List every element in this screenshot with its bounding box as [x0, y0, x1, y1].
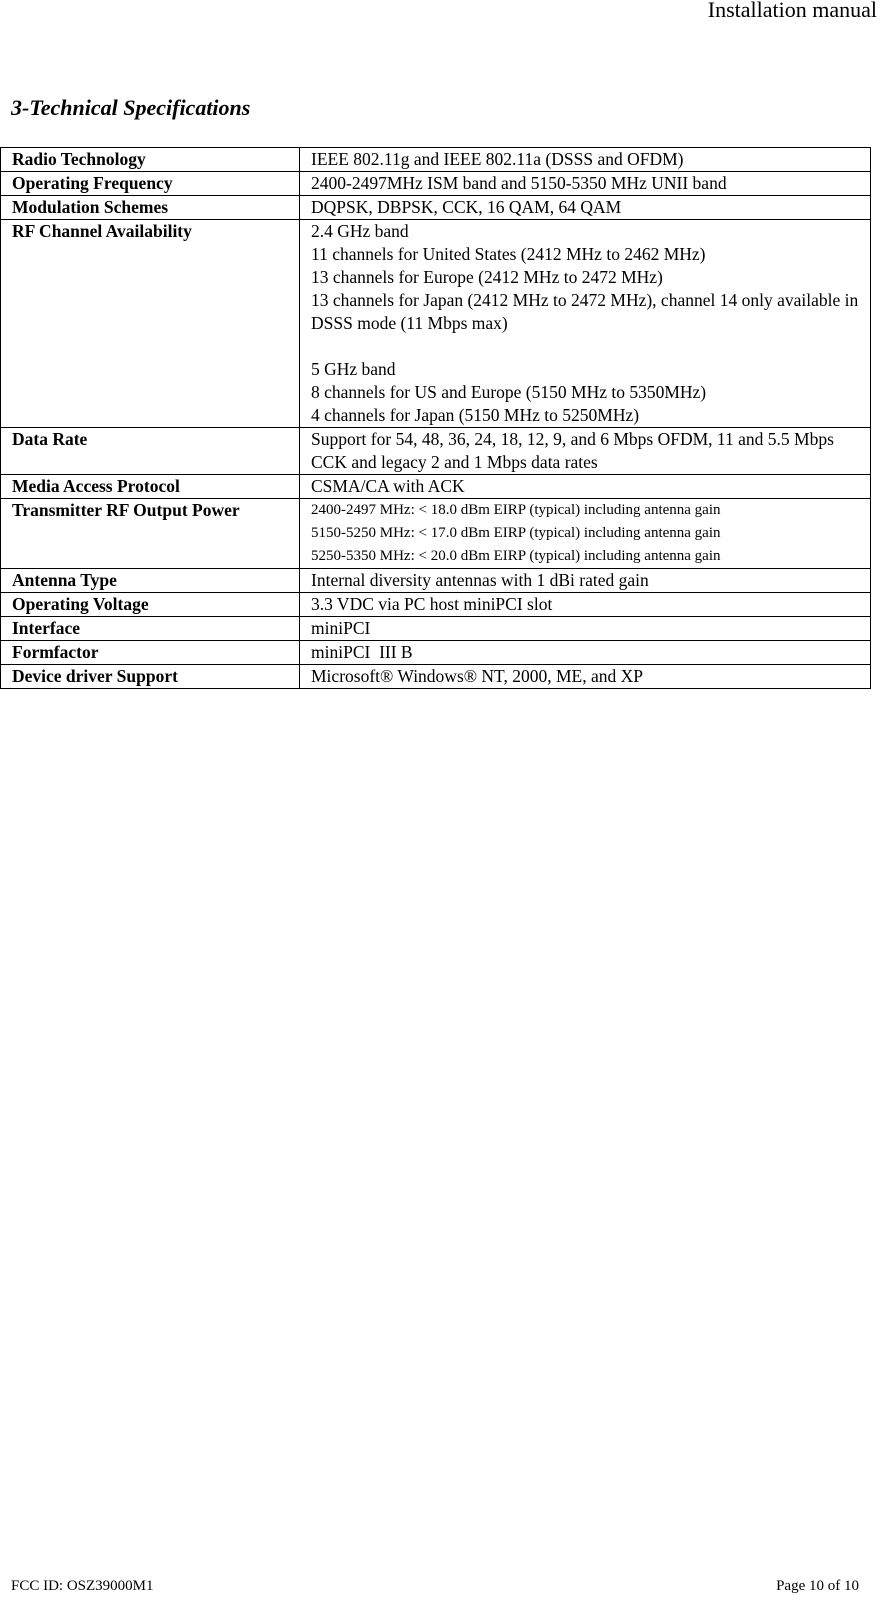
spec-label: Interface — [1, 617, 300, 641]
spec-row-transmitter-power — [1, 499, 871, 569]
spec-row-radio-technology — [1, 148, 871, 172]
spec-label: Media Access Protocol — [1, 475, 300, 499]
document-header-title: Installation manual — [707, 0, 877, 22]
specifications-table — [0, 147, 871, 689]
spec-value-line: 13 channels for Europe (2412 MHz to 2472 MHz) — [311, 267, 663, 287]
spec-value: 3.3 VDC via PC host miniPCI slot — [300, 593, 871, 617]
spec-row-data-rate — [1, 428, 871, 475]
spec-label: Antenna Type — [1, 569, 300, 593]
footer-fcc-id: FCC ID: OSZ39000M1 — [11, 1578, 154, 1594]
spec-value: IEEE 802.11g and IEEE 802.11a (DSSS and OFDM) — [300, 148, 871, 172]
spec-value-line: 5250-5350 MHz: < 20.0 dBm EIRP (typical) including antenna gain — [311, 548, 721, 564]
spec-value-line: 4 channels for Japan (5150 MHz to 5250MHz) — [311, 405, 640, 425]
spec-value-line: 8 channels for US and Europe (5150 MHz to 5350MHz) — [311, 382, 707, 402]
spec-value: Support for 54, 48, 36, 24, 18, 12, 9, and 6 Mbps OFDM, 11 and 5.5 Mbps CCK and legacy 2 and 1 Mbps data rates — [300, 428, 871, 475]
spec-label: Formfactor — [1, 641, 300, 665]
spec-value — [300, 220, 871, 428]
spec-label: Device driver Support — [1, 665, 300, 689]
spec-value-line: 2.4 GHz band — [311, 221, 409, 241]
spec-value: Internal diversity antennas with 1 dBi rated gain — [300, 569, 871, 593]
spec-row-interface — [1, 617, 871, 641]
spec-value: miniPCI — [300, 617, 871, 641]
spec-row-media-access-protocol — [1, 475, 871, 499]
footer-page-number: Page 10 of 10 — [776, 1578, 859, 1594]
spec-label: Radio Technology — [1, 148, 300, 172]
spec-value: DQPSK, DBPSK, CCK, 16 QAM, 64 QAM — [300, 196, 871, 220]
spec-value: CSMA/CA with ACK — [300, 475, 871, 499]
spec-row-formfactor — [1, 641, 871, 665]
spec-value-line: 13 channels for Japan (2412 MHz to 2472 MHz), channel 14 only available in DSSS mode (11 Mbps max) — [311, 290, 859, 333]
spec-value — [300, 499, 871, 569]
spec-label: RF Channel Availability — [1, 220, 300, 428]
spec-label: Transmitter RF Output Power — [1, 499, 300, 569]
spec-value-line: 5 GHz band — [311, 359, 396, 379]
spec-label: Data Rate — [1, 428, 300, 475]
spec-value: Microsoft® Windows® NT, 2000, ME, and XP — [300, 665, 871, 689]
spec-row-operating-voltage — [1, 593, 871, 617]
spec-label: Operating Frequency — [1, 172, 300, 196]
spec-row-rf-channel-availability — [1, 220, 871, 428]
spec-row-device-driver-support — [1, 665, 871, 689]
spec-value: miniPCI III B — [300, 641, 871, 665]
spec-row-modulation-schemes — [1, 196, 871, 220]
spec-value-line: 2400-2497 MHz: < 18.0 dBm EIRP (typical) including antenna gain — [311, 502, 721, 518]
spec-row-antenna-type — [1, 569, 871, 593]
spec-value-spacer — [311, 335, 866, 358]
section-title: 3-Technical Specifications — [11, 95, 251, 120]
spec-label: Operating Voltage — [1, 593, 300, 617]
spec-row-operating-frequency — [1, 172, 871, 196]
spec-value: 2400-2497MHz ISM band and 5150-5350 MHz UNII band — [300, 172, 871, 196]
spec-value-line: 11 channels for United States (2412 MHz to 2462 MHz) — [311, 244, 706, 264]
spec-value-line: 5150-5250 MHz: < 17.0 dBm EIRP (typical) including antenna gain — [311, 525, 721, 541]
spec-label: Modulation Schemes — [1, 196, 300, 220]
